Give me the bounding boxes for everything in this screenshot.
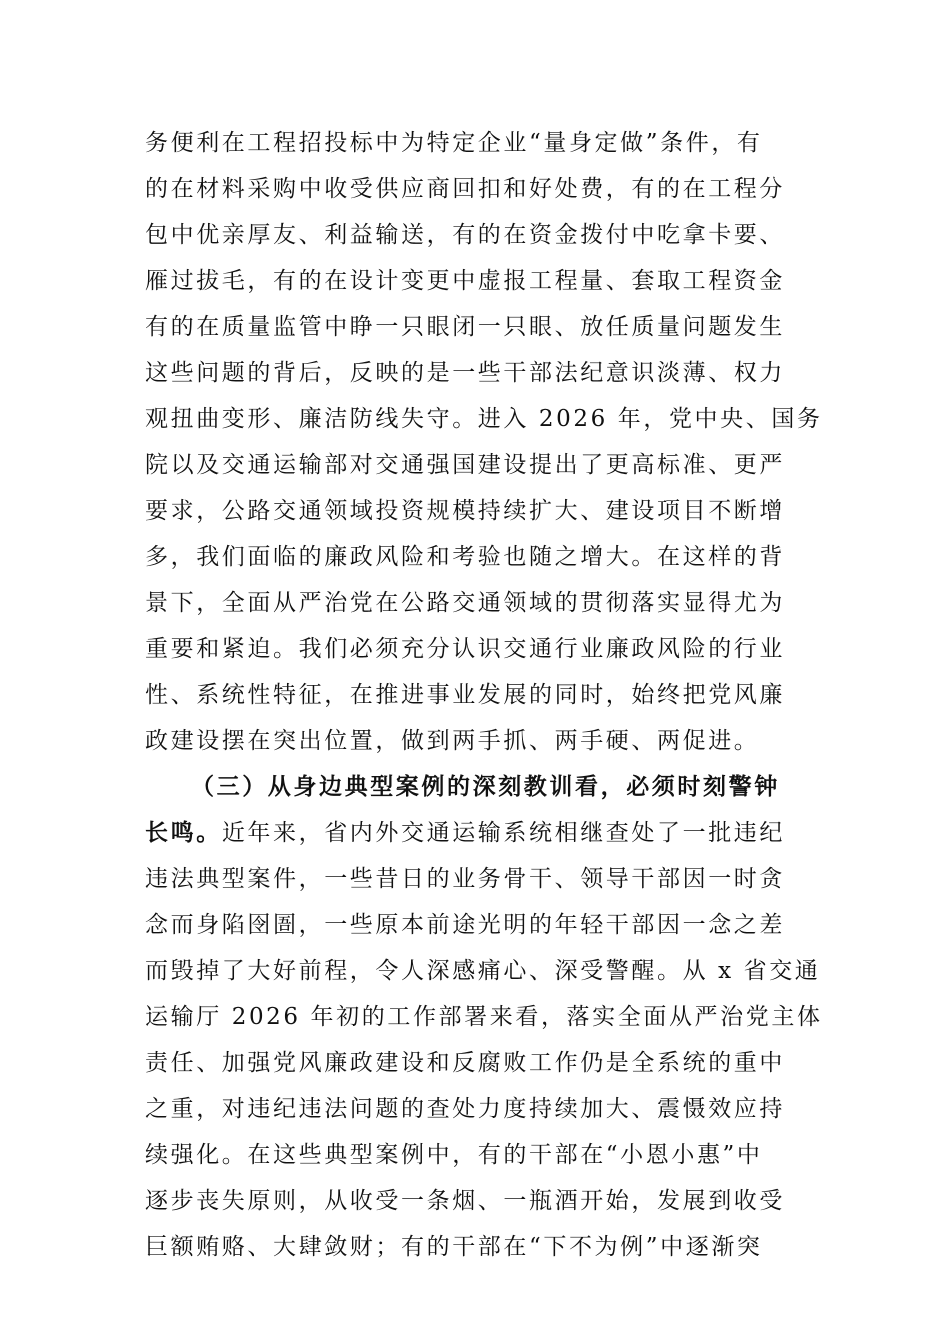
- text-line: 观扭曲变形、廉洁防线失守。进入 2026 年，党中央、国务: [145, 406, 823, 432]
- text-line: 违法典型案件，一些昔日的业务骨干、领导干部因一时贪: [145, 866, 785, 892]
- text-line: 政建设摆在突出位置，做到两手抓、两手硬、两促进。: [145, 728, 760, 754]
- text-line: 续强化。在这些典型案例中，有的干部在“小恩小惠”中: [145, 1142, 763, 1168]
- text-line: 要求，公路交通领域投资规模持续扩大、建设项目不断增: [145, 498, 785, 524]
- text-line: 运输厅 2026 年初的工作部署来看，落实全面从严治党主体: [145, 1004, 823, 1030]
- text-line: 巨额贿赂、大肆敛财；有的干部在“下不为例”中逐渐突: [145, 1234, 763, 1260]
- text-line: 雁过拔毛，有的在设计变更中虚报工程量、套取工程资金: [145, 268, 785, 294]
- text-line: 重要和紧迫。我们必须充分认识交通行业廉政风险的行业: [145, 636, 785, 662]
- text-line: 而毁掉了大好前程，令人深感痛心、深受警醒。从 x 省交通: [145, 958, 821, 984]
- text-line: 务便利在工程招投标中为特定企业“量身定做”条件，有: [145, 130, 763, 156]
- document-body: [145, 120, 823, 1270]
- text-line: 之重，对违纪违法问题的查处力度持续加大、震慑效应持: [145, 1096, 785, 1122]
- text-line: 责任、加强党风廉政建设和反腐败工作仍是全系统的重中: [145, 1050, 785, 1076]
- text-line: 景下，全面从严治党在公路交通领域的贯彻落实显得尤为: [145, 590, 785, 616]
- text-line: 多，我们面临的廉政风险和考验也随之增大。在这样的背: [145, 544, 785, 570]
- section-heading: （三）从身边典型案例的深刻教训看，必须时刻警钟: [191, 773, 780, 800]
- text-line: [145, 810, 815, 856]
- text-line: 性、系统性特征，在推进事业发展的同时，始终把党风廉: [145, 682, 785, 708]
- text-line: 包中优亲厚友、利益输送，有的在资金拨付中吃拿卡要、: [145, 222, 785, 248]
- text-line: 这些问题的背后，反映的是一些干部法纪意识淡薄、权力: [145, 360, 785, 386]
- section-heading-end: 长鸣。: [145, 819, 222, 846]
- text-line: 的在材料采购中收受供应商回扣和好处费，有的在工程分: [145, 176, 785, 202]
- text-line: 院以及交通运输部对交通强国建设提出了更高标准、更严: [145, 452, 785, 478]
- text-line: 念而身陷囹圄，一些原本前途光明的年轻干部因一念之差: [145, 912, 785, 938]
- text-line: 有的在质量监管中睁一只眼闭一只眼、放任质量问题发生: [145, 314, 785, 340]
- text-line: 逐步丧失原则，从收受一条烟、一瓶酒开始，发展到收受: [145, 1188, 785, 1214]
- text-line-rest: 近年来，省内外交通运输系统相继查处了一批违纪: [221, 820, 786, 846]
